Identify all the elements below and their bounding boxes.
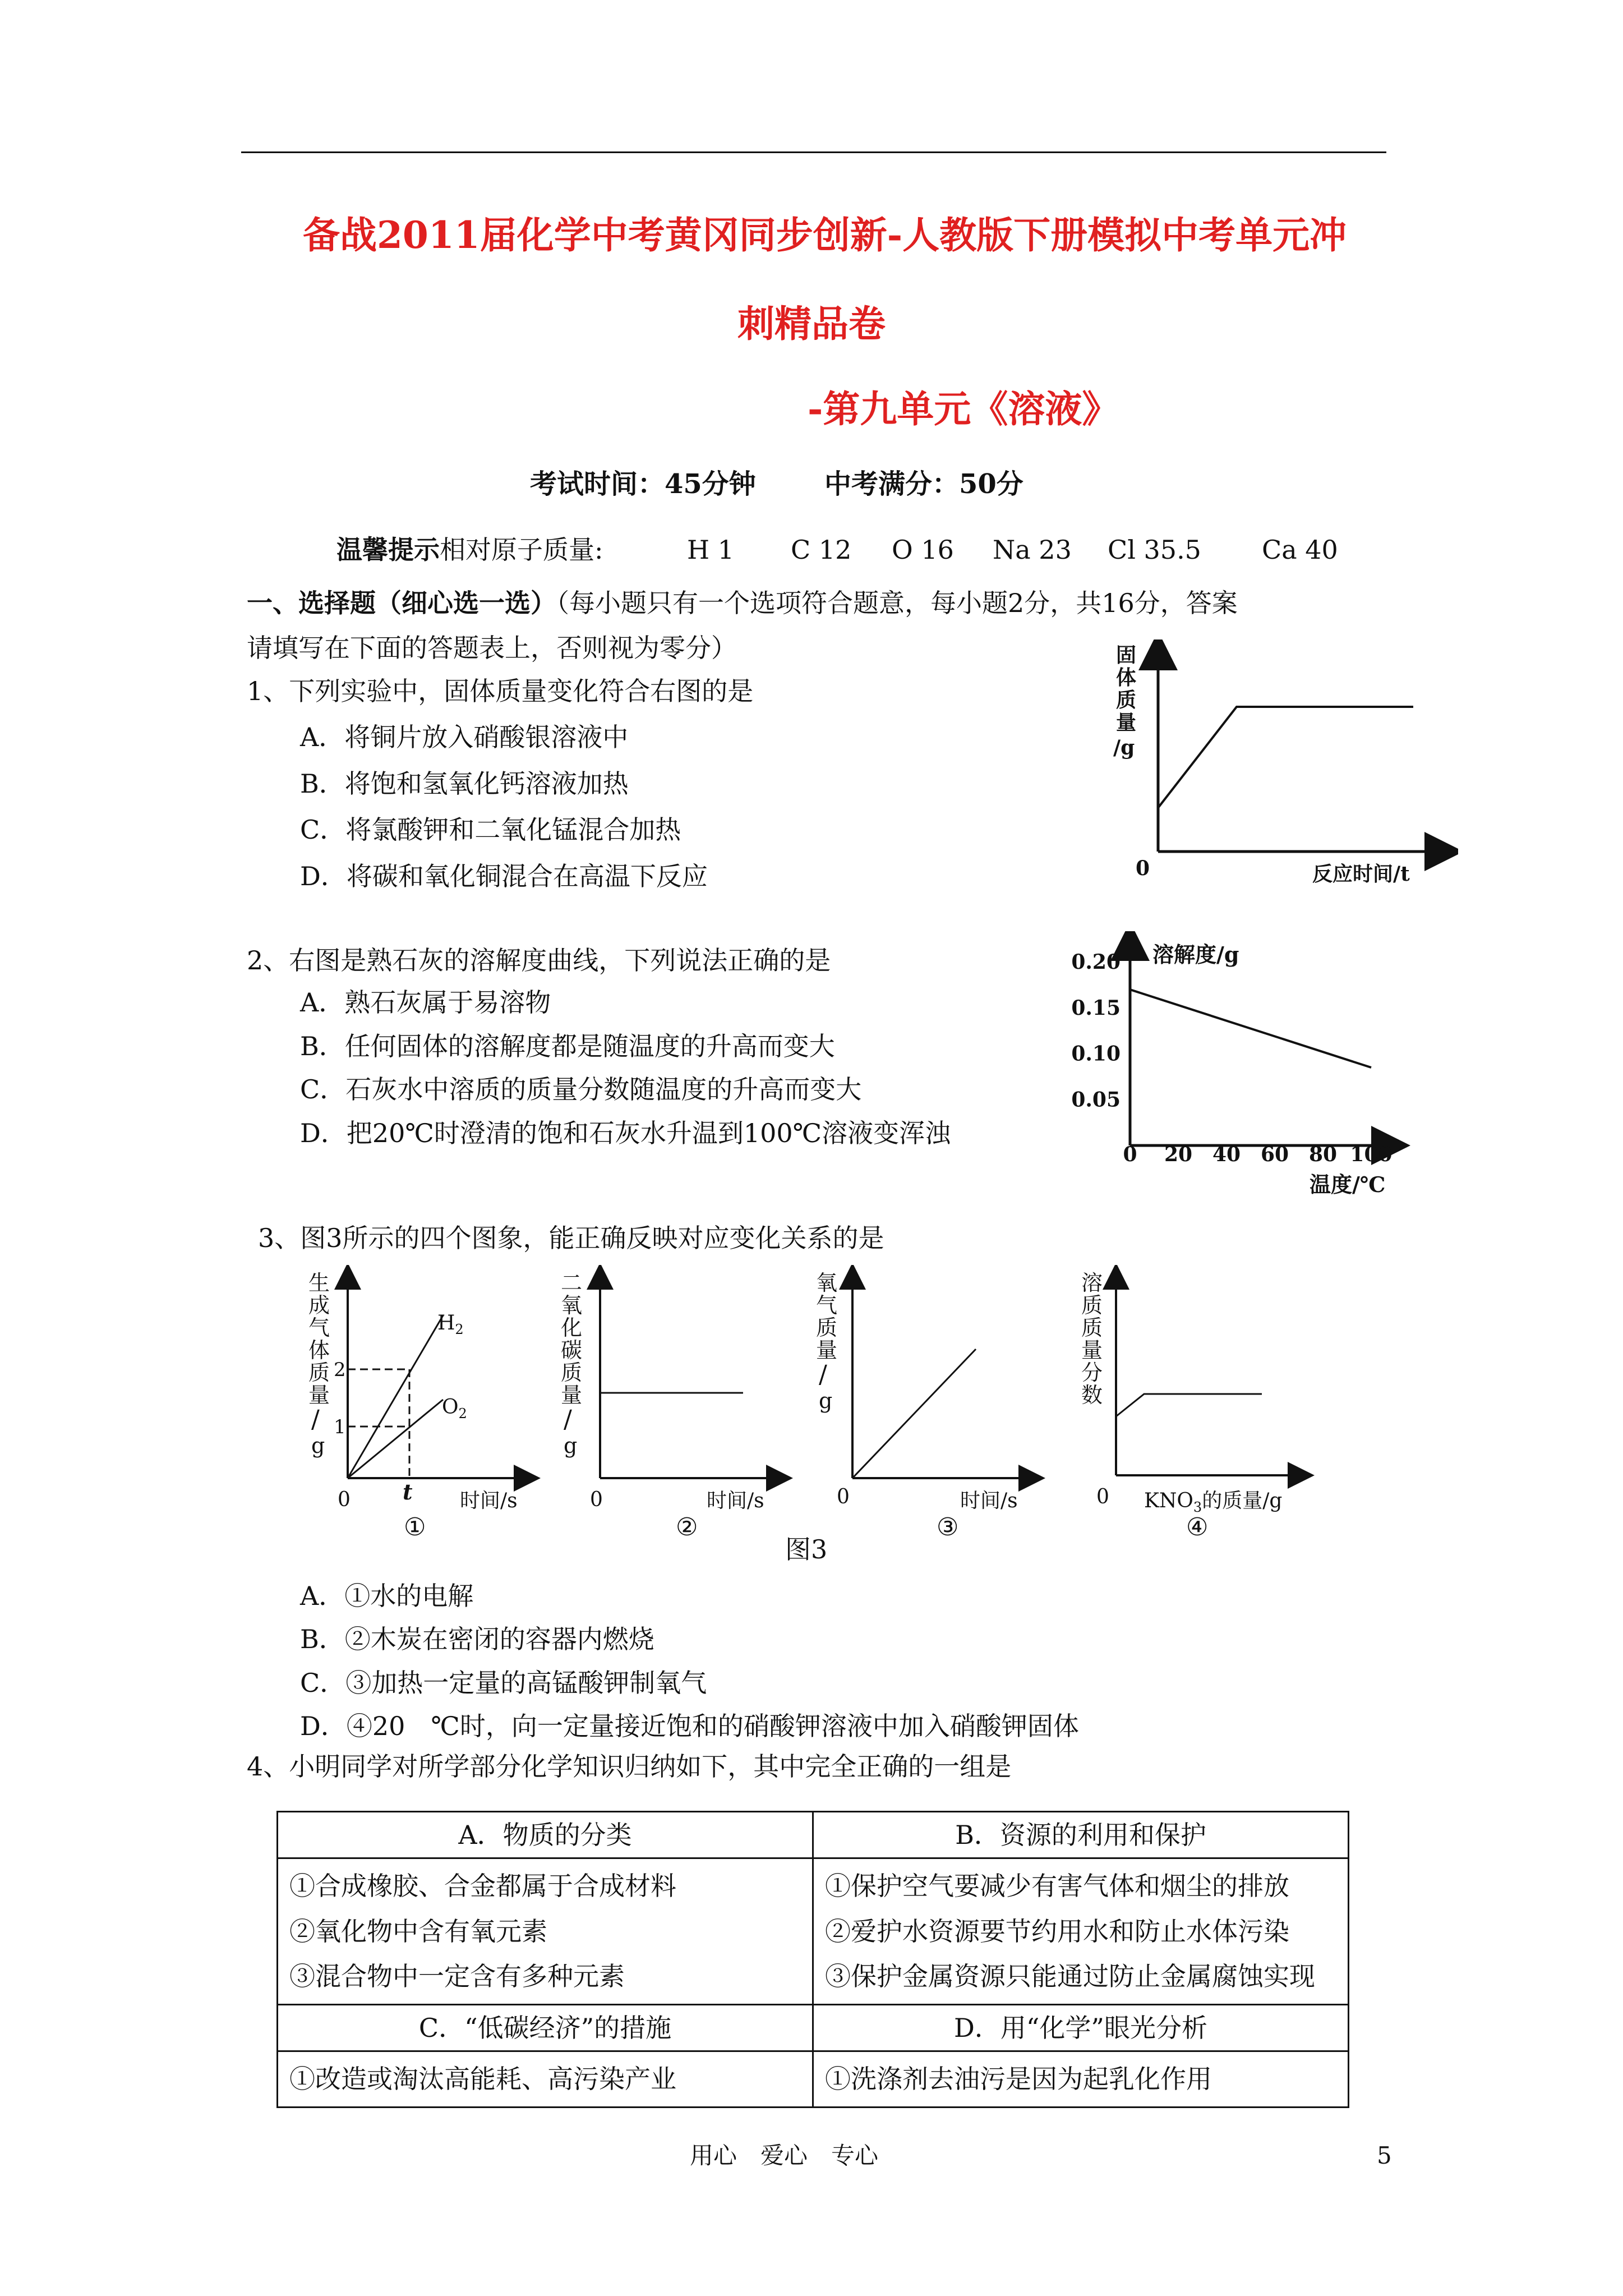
q4-stem: 4、小明同学对所学部分化学知识归纳如下，其中完全正确的一组是 xyxy=(247,1751,1012,1782)
x-tick-label: 0 xyxy=(1123,1143,1137,1166)
g2-ylabel-6: 量 xyxy=(561,1383,583,1407)
q4-table-d-head: D．用“化学”眼光分析 xyxy=(813,2004,1349,2051)
q4-table-d-cell xyxy=(813,2051,1349,2108)
atomic-mass-o: O 16 xyxy=(892,535,954,565)
section-instruction-2: 请填写在下面的答题表上，否则视为零分） xyxy=(247,633,737,663)
atomic-mass-na: Na 23 xyxy=(993,535,1072,565)
g2-xlabel: 时间/s xyxy=(707,1489,764,1512)
tip-line xyxy=(336,535,603,565)
q4-d-item-1: ①洗涤剂去油污是因为起乳化作用 xyxy=(825,2064,1212,2095)
g2-number: ② xyxy=(676,1513,698,1542)
q4-table-b-head: B．资源的利用和保护 xyxy=(813,1812,1349,1858)
g1-xlabel: 时间/s xyxy=(460,1489,518,1512)
g1-number: ① xyxy=(404,1513,426,1542)
q4-a-item-3: ③混合物中一定含有多种元素 xyxy=(289,1961,625,1992)
g4-origin: 0 xyxy=(1096,1485,1109,1508)
g2-ylabel-1: 二 xyxy=(561,1271,583,1295)
q1-graph-origin: 0 xyxy=(1136,857,1150,880)
g1-ylabel-7: / xyxy=(311,1405,320,1434)
solubility-chart-xlabel: 温度/℃ xyxy=(1310,1172,1386,1195)
g3-xlabel: 时间/s xyxy=(960,1489,1018,1512)
g2-ylabel-4: 碳 xyxy=(561,1338,583,1363)
q1-option-d: D．将碳和氧化铜混合在高温下反应 xyxy=(300,861,708,891)
x-tick-label: 80 xyxy=(1308,1143,1338,1166)
y-tick-label: 0.05 xyxy=(1071,1088,1121,1112)
title-line-2: 刺精品卷 xyxy=(737,302,886,346)
q2-option-b: B．任何固体的溶解度都是随温度的升高而变大 xyxy=(300,1031,835,1061)
figure-3-caption: 图3 xyxy=(785,1534,828,1565)
q3-option-b: B．②木炭在密闭的容器内燃烧 xyxy=(300,1624,654,1654)
g1-ylabel-4: 体 xyxy=(308,1338,330,1363)
g1-label-o2: $O_2$ xyxy=(442,1396,467,1421)
footer-motto: 用心 爱心 专心 xyxy=(690,2142,879,2169)
q3-option-d: D．④20 ℃时，向一定量接近饱和的硝酸钾溶液中加入硝酸钾固体 xyxy=(300,1711,1079,1741)
g3-ylabel-1: 氧 xyxy=(816,1271,838,1295)
q1-graph-ylabel-1: 固 xyxy=(1116,643,1137,667)
header-rule xyxy=(241,151,1386,153)
g4-ylabel-6: 数 xyxy=(1081,1383,1103,1407)
g4-xlabel: $KNO_3$的质量/g xyxy=(1144,1489,1283,1515)
q3-graph-1 xyxy=(303,1265,544,1551)
q1-option-a: A．将铜片放入硝酸银溶液中 xyxy=(300,722,629,752)
g1-ylabel-6: 量 xyxy=(308,1383,330,1407)
q1-graph-ylabel-5: /g xyxy=(1113,736,1135,760)
q1-graph-ylabel-3: 质 xyxy=(1116,688,1137,712)
x-tick-label: 100 xyxy=(1350,1143,1393,1166)
g2-ylabel-8: g xyxy=(564,1433,578,1458)
q3-option-a: A．①水的电解 xyxy=(300,1581,474,1611)
g4-number: ④ xyxy=(1186,1513,1209,1542)
q4-table xyxy=(276,1811,1349,2108)
atomic-mass-c: C 12 xyxy=(791,535,852,565)
g3-number: ③ xyxy=(937,1513,959,1542)
q4-b-item-2: ②爱护水资源要节约用水和防止水体污染 xyxy=(825,1916,1289,1947)
g1-ylabel-2: 成 xyxy=(308,1293,330,1318)
g2-ylabel-7: / xyxy=(564,1405,572,1434)
q4-table-b-cell xyxy=(813,1858,1349,2005)
q1-option-b: B．将饱和氢氧化钙溶液加热 xyxy=(300,769,629,799)
g3-ylabel-3: 质 xyxy=(816,1315,838,1340)
g2-ylabel-2: 氧 xyxy=(561,1293,583,1318)
exam-time: 考试时间：45分钟 xyxy=(530,468,756,500)
g1-t: t xyxy=(403,1479,413,1504)
g2-origin: 0 xyxy=(590,1488,603,1511)
q1-graph-xlabel: 反应时间/t xyxy=(1312,862,1410,886)
q2-option-c: C．石灰水中溶质的质量分数随温度的升高而变大 xyxy=(300,1074,862,1105)
q1-graph-ylabel-2: 体 xyxy=(1116,666,1137,689)
x-tick-label: 20 xyxy=(1164,1143,1193,1166)
q3-graph-4 xyxy=(1066,1265,1324,1551)
g1-tick-2: 2 xyxy=(334,1359,346,1381)
g1-ylabel-1: 生 xyxy=(308,1271,330,1295)
g4-ylabel-5: 分 xyxy=(1081,1360,1103,1385)
g3-ylabel-2: 气 xyxy=(816,1293,838,1318)
g3-ylabel-6: g xyxy=(819,1388,833,1413)
g1-ylabel-8: g xyxy=(311,1433,325,1458)
g1-tick-1: 1 xyxy=(334,1416,346,1438)
q4-b-item-1: ①保护空气要减少有害气体和烟尘的排放 xyxy=(825,1871,1289,1902)
q4-table-a-head: A．物质的分类 xyxy=(278,1812,813,1858)
q4-table-c-head: C．“低碳经济”的措施 xyxy=(278,2004,813,2051)
section-heading: 一、选择题（细心选一选） xyxy=(247,588,556,618)
atomic-mass-cl: Cl 35.5 xyxy=(1108,535,1201,565)
page-number: 5 xyxy=(1377,2142,1392,2169)
q1-graph-ylabel-4: 量 xyxy=(1116,711,1137,734)
q2-stem: 2、右图是熟石灰的溶解度曲线，下列说法正确的是 xyxy=(247,945,831,976)
x-tick-label: 40 xyxy=(1212,1143,1241,1166)
title-line-1: 备战2011届化学中考黄冈同步创新-人教版下册模拟中考单元冲 xyxy=(303,213,1347,257)
g3-origin: 0 xyxy=(837,1485,850,1508)
g4-ylabel-4: 量 xyxy=(1081,1338,1103,1363)
solubility-chart-ylabel: 溶解度/g xyxy=(1152,942,1239,967)
section-instruction-1: （每小题只有一个选项符合题意，每小题2分，共16分，答案 xyxy=(556,588,1238,618)
q4-table-a-cell xyxy=(278,1858,813,2005)
tip-text: 相对原子质量: xyxy=(440,535,603,565)
g4-ylabel-2: 质 xyxy=(1081,1293,1103,1318)
q1-option-c: C．将氯酸钾和二氧化锰混合加热 xyxy=(300,815,681,845)
solubility-curve xyxy=(1130,990,1371,1068)
q3-graph-2 xyxy=(555,1265,796,1551)
atomic-mass-ca: Ca 40 xyxy=(1262,535,1338,565)
y-tick-label: 0.10 xyxy=(1071,1042,1121,1066)
q3-option-c: C．③加热一定量的高锰酸钾制氧气 xyxy=(300,1668,707,1698)
solubility-chart xyxy=(1054,931,1413,1195)
q4-c-item-1: ①改造或淘汰高能耗、高污染产业 xyxy=(289,2064,676,2095)
q4-table-c-cell xyxy=(278,2051,813,2108)
q4-a-item-2: ②氧化物中含有氧元素 xyxy=(289,1916,547,1947)
section-heading-line xyxy=(247,588,1238,619)
q2-option-d: D．把20℃时澄清的饱和石灰水升温到100℃溶液变浑浊 xyxy=(300,1118,951,1148)
g4-ylabel-1: 溶 xyxy=(1081,1271,1103,1295)
g1-ylabel-3: 气 xyxy=(308,1315,330,1340)
title-line-3: -第九单元《溶液》 xyxy=(808,387,1119,431)
g1-label-h2: $H_2$ xyxy=(437,1312,464,1337)
full-score: 中考满分：50分 xyxy=(824,468,1023,500)
q1-stem: 1、下列实验中，固体质量变化符合右图的是 xyxy=(247,676,754,706)
q4-b-item-3: ③保护金属资源只能通过防止金属腐蚀实现 xyxy=(825,1961,1315,1992)
g2-ylabel-3: 化 xyxy=(561,1315,583,1340)
y-tick-label: 0.15 xyxy=(1071,996,1121,1020)
q1-graph xyxy=(1094,639,1458,898)
y-tick-label: 0.20 xyxy=(1071,950,1121,974)
g1-ylabel-5: 质 xyxy=(308,1360,330,1385)
g1-origin: 0 xyxy=(338,1488,351,1511)
atomic-mass-h: H 1 xyxy=(687,535,735,565)
g4-ylabel-3: 质 xyxy=(1081,1315,1103,1340)
q2-option-a: A．熟石灰属于易溶物 xyxy=(300,987,551,1018)
q3-stem: 3、图3所示的四个图象，能正确反映对应变化关系的是 xyxy=(258,1223,884,1253)
q4-a-item-1: ①合成橡胶、合金都属于合成材料 xyxy=(289,1871,676,1902)
g3-ylabel-5: / xyxy=(819,1360,827,1389)
g3-ylabel-4: 量 xyxy=(816,1338,838,1363)
q3-graph-3 xyxy=(808,1265,1049,1551)
g2-ylabel-5: 质 xyxy=(561,1360,583,1385)
tip-label: 温馨提示 xyxy=(336,535,440,565)
x-tick-label: 60 xyxy=(1260,1143,1289,1166)
